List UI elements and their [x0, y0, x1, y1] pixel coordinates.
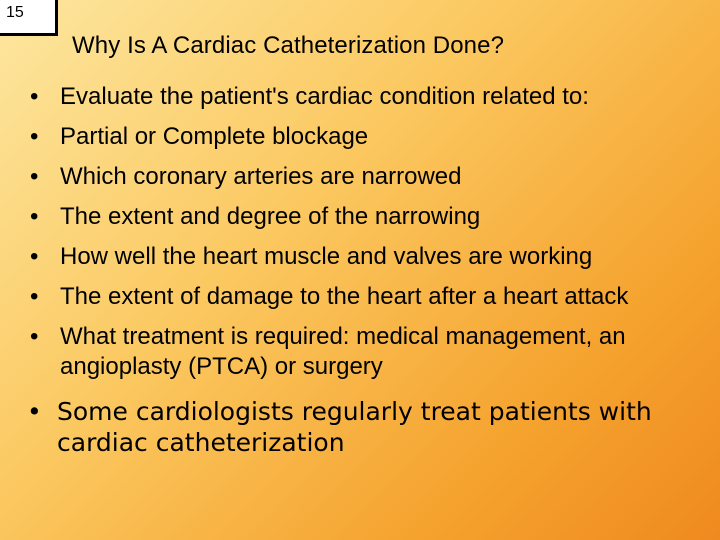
bullet-list — [30, 82, 700, 469]
bullet-item: • Partial or Complete blockage — [30, 122, 700, 152]
slide-number: 15 — [0, 0, 58, 36]
bullet-item: • The extent of damage to the heart after a heart attack — [30, 282, 680, 312]
bullet-item: • Which coronary arteries are narrowed — [30, 162, 700, 192]
bullet-item: • What treatment is required: medical management, an angioplasty (PTCA) or surgery — [30, 322, 700, 382]
bullet-item: • Evaluate the patient's cardiac condition related to: — [30, 82, 700, 112]
bullet-item: • The extent and degree of the narrowing — [30, 202, 700, 232]
bullet-item-large: • Some cardiologists regularly treat patients with cardiac catheterization — [27, 396, 697, 458]
bullet-item: • How well the heart muscle and valves are working — [30, 242, 700, 272]
slide-title: Why Is A Cardiac Catheterization Done? — [72, 32, 505, 59]
